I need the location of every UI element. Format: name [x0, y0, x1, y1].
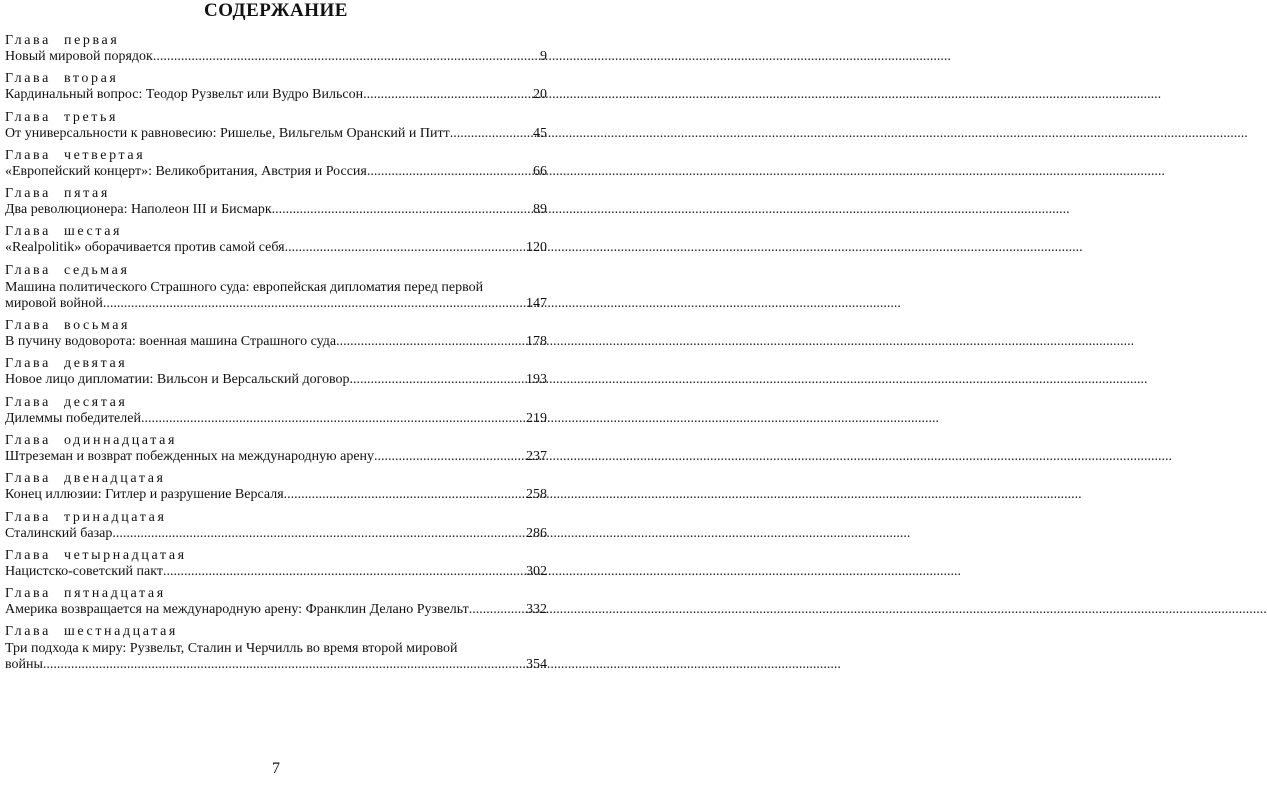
chapter-label: Глава седьмая [5, 262, 130, 278]
chapter-label: Глава девятая [5, 356, 128, 372]
chapter-label: Глава пятнадцатая [5, 586, 166, 602]
chapter-title-row [5, 526, 547, 543]
toc-entry [5, 71, 547, 104]
dot-leader [112, 526, 526, 543]
chapter-title: войны [5, 657, 43, 673]
chapter-label: Глава третья [5, 109, 119, 125]
chapter-title: Сталинский базар [5, 525, 113, 541]
chapter-label: Глава восьмая [5, 318, 131, 334]
chapter-title: мировой войной [5, 295, 103, 311]
chapter-title-row [5, 49, 547, 66]
chapter-title-row [5, 564, 547, 581]
page-number: 7 [272, 760, 280, 777]
toc-entry [5, 548, 547, 581]
chapter-title: Нацистско-советский пакт [5, 563, 163, 579]
chapter-page-number: 9 [540, 49, 547, 64]
page-title: СОДЕРЖАНИЕ [204, 0, 348, 21]
dot-leader [43, 657, 526, 674]
dot-leader [103, 296, 526, 313]
chapter-title: Конец иллюзии: Гитлер и разрушение Версаля [5, 487, 284, 503]
chapter-title-row [5, 240, 547, 257]
chapter-page-number: 45 [533, 125, 547, 141]
chapter-title-row [5, 164, 547, 181]
dot-leader [469, 602, 526, 619]
toc-entry [5, 624, 547, 674]
table-of-contents [5, 33, 547, 680]
chapter-label: Глава пятая [5, 186, 110, 202]
toc-entry [5, 510, 547, 543]
chapter-label: Глава четвертая [5, 147, 146, 163]
chapter-title-row [5, 487, 547, 504]
toc-entry [5, 356, 547, 389]
toc-entry [5, 471, 547, 504]
chapter-page-number: 237 [526, 448, 547, 464]
chapter-title: Дилеммы победителей [5, 410, 141, 426]
chapter-title: От универсальности к равновесию: Ришелье, Вильгельм Оранский и Питт [5, 125, 450, 141]
toc-entry [5, 318, 547, 351]
chapter-title-row [5, 334, 547, 351]
chapter-title: В пучину водоворота: военная машина Страшного суда [5, 334, 337, 350]
chapter-label: Глава одиннадцатая [5, 432, 178, 448]
dot-leader [367, 164, 533, 181]
chapter-page-number: 354 [526, 657, 547, 673]
toc-entry [5, 263, 547, 313]
toc-entry [5, 148, 547, 181]
chapter-title-row [5, 602, 547, 619]
chapter-page-number: 258 [526, 487, 547, 503]
dot-leader [272, 202, 533, 219]
dot-leader [284, 487, 526, 504]
dot-leader [450, 126, 533, 143]
chapter-page-number: 178 [526, 334, 547, 350]
dot-leader [163, 564, 526, 581]
chapter-title: Два революционера: Наполеон III и Бисмарк [5, 202, 272, 218]
dot-leader [350, 372, 527, 389]
chapter-page-number: 147 [526, 295, 547, 311]
toc-entry [5, 186, 547, 219]
dot-leader [363, 87, 533, 104]
chapter-page-number: 20 [533, 87, 547, 103]
chapter-title: Штреземан и возврат побежденных на международную арену [5, 448, 375, 464]
chapter-title-line: Машина политического Страшного суда: европейская дипломатия перед первой [5, 279, 484, 295]
chapter-page-number: 193 [526, 372, 547, 388]
chapter-label: Глава шестая [5, 224, 123, 240]
chapter-title-row [5, 87, 547, 104]
chapter-page-number: 89 [533, 202, 547, 218]
chapter-title: «Европейский концерт»: Великобритания, Австрия и Россия [5, 163, 367, 179]
chapter-title: Новый мировой порядок [5, 49, 153, 64]
chapter-title: Кардинальный вопрос: Теодор Рузвельт или Вудро Вильсон [5, 87, 364, 103]
chapter-title: Новое лицо дипломатии: Вильсон и Версальский договор [5, 372, 350, 388]
chapter-label: Глава шестнадцатая [5, 624, 178, 640]
chapter-page-number: 219 [526, 410, 547, 426]
chapter-label: Глава первая [5, 33, 120, 48]
chapter-label: Глава десятая [5, 394, 128, 410]
chapter-title-row [5, 372, 547, 389]
chapter-title-row [5, 126, 547, 143]
chapter-title-row [5, 449, 547, 466]
chapter-title: «Realpolitik» оборачивается против самой себя [5, 240, 285, 256]
chapter-page-number: 66 [533, 163, 547, 179]
chapter-title-row [5, 202, 547, 219]
chapter-title-row [5, 657, 547, 674]
chapter-page-number: 120 [526, 240, 547, 256]
dot-leader [141, 411, 526, 428]
toc-entry [5, 224, 547, 257]
chapter-label: Глава двенадцатая [5, 471, 166, 487]
chapter-label: Глава вторая [5, 71, 119, 87]
toc-entry [5, 33, 547, 66]
chapter-title-row [5, 296, 547, 313]
chapter-title: Америка возвращается на международную арену: Франклин Делано Рузвельт [5, 602, 469, 618]
toc-entry [5, 586, 547, 619]
dot-leader [285, 240, 526, 257]
chapter-title-row [5, 411, 547, 428]
toc-page [0, 0, 552, 800]
toc-entry [5, 433, 547, 466]
dot-leader [153, 49, 540, 66]
chapter-title-line: Три подхода к миру: Рузвельт, Сталин и Черчилль во время второй мировой [5, 641, 458, 657]
toc-entry [5, 395, 547, 428]
dot-leader [374, 449, 526, 466]
toc-entry [5, 110, 547, 143]
chapter-label: Глава четырнадцатая [5, 547, 187, 563]
chapter-label: Глава тринадцатая [5, 509, 167, 525]
dot-leader [336, 334, 526, 351]
chapter-page-number: 286 [526, 525, 547, 541]
chapter-page-number: 332 [526, 602, 547, 618]
chapter-page-number: 302 [526, 563, 547, 579]
